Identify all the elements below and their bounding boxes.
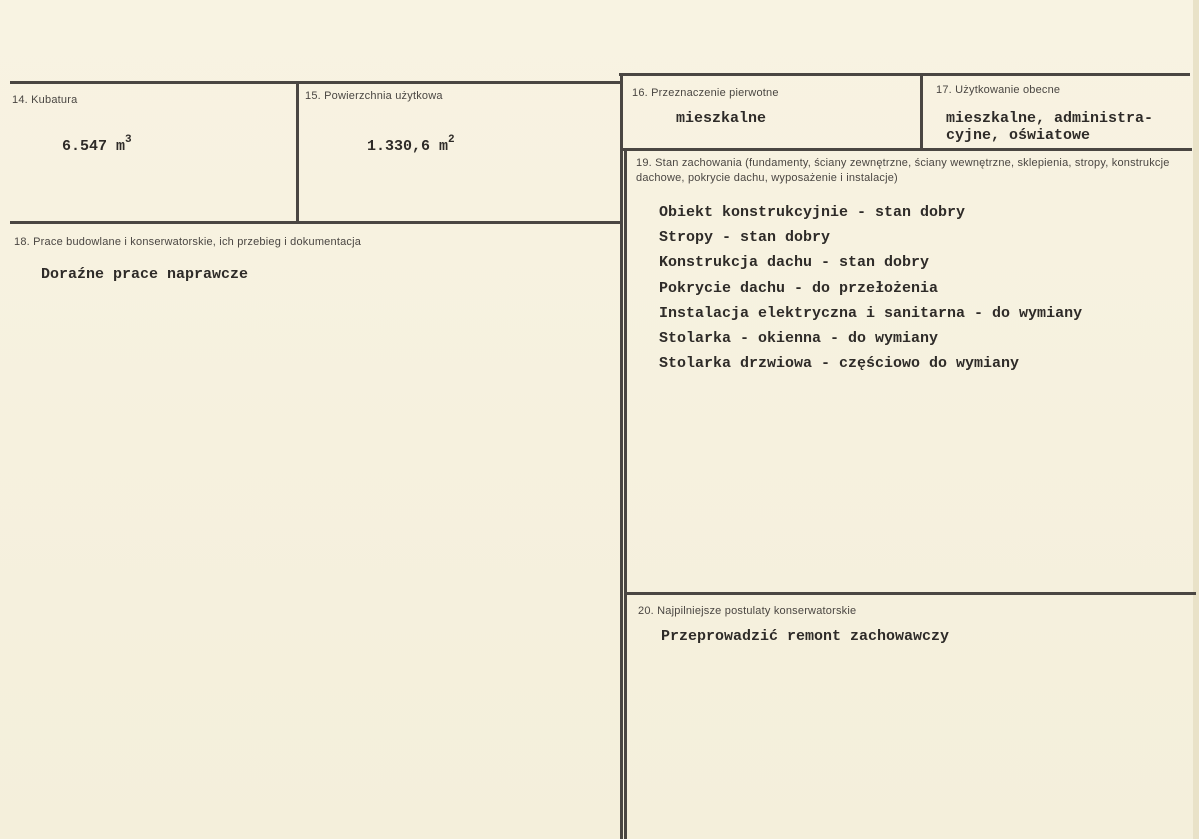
field-14-label: 14. Kubatura	[12, 94, 78, 106]
rule-under-16-17	[621, 148, 1192, 151]
field-19-list	[659, 203, 1082, 379]
rule-under-14-15	[10, 221, 622, 224]
list-item: Obiekt konstrukcyjnie - stan dobry	[659, 204, 966, 221]
field-16-value: mieszkalne	[676, 110, 767, 127]
field-18-value: Doraźne prace naprawcze	[41, 266, 249, 283]
field-15-label: 15. Powierzchnia użytkowa	[305, 90, 443, 102]
field-17-value-line2: cyjne, oświatowe	[946, 127, 1091, 144]
field-20-label: 20. Najpilniejsze postulaty konserwatorskie	[638, 605, 857, 617]
field-20-value: Przeprowadzić remont zachowawczy	[661, 628, 950, 645]
list-item: Instalacja elektryczna i sanitarna - do wymiany	[659, 304, 1083, 322]
top-rule-left	[10, 81, 621, 84]
list-item: Stropy - stan dobry	[659, 229, 831, 247]
field-15-value	[367, 136, 455, 155]
field-18-label: 18. Prace budowlane i konserwatorskie, ich przebieg i dokumentacja	[14, 236, 362, 248]
field-15-exponent: 2	[448, 134, 455, 146]
divider-16-17	[920, 74, 923, 150]
divider-left-right-lower	[624, 150, 627, 839]
field-15-text: 1.330,6 m	[367, 138, 449, 155]
list-item: Pokrycie dachu - do przełożenia	[659, 279, 939, 297]
field-16-label: 16. Przeznaczenie pierwotne	[632, 87, 779, 99]
list-item: Konstrukcja dachu - stan dobry	[659, 254, 930, 272]
field-14-text: 6.547 m	[62, 138, 126, 155]
divider-left-right	[620, 74, 623, 839]
card-edge	[1193, 0, 1199, 839]
field-14-value	[62, 136, 132, 155]
list-item: Stolarka drzwiowa - częściowo do wymiany	[659, 355, 1020, 373]
top-rule-right	[619, 73, 1190, 76]
field-17-value-line1: mieszkalne, administra-	[946, 110, 1154, 127]
rule-above-20	[626, 592, 1196, 595]
field-14-exponent: 3	[125, 134, 132, 146]
field-17-label: 17. Użytkowanie obecne	[936, 84, 1061, 96]
list-item: Stolarka - okienna - do wymiany	[659, 329, 939, 347]
divider-14-15	[296, 82, 299, 224]
field-19-label: 19. Stan zachowania (fundamenty, ściany zewnętrzne, ściany wewnętrzne, sklepienia, stropy, konstrukcje dachowe, pokrycie dachu, wyposażenie i instalacje)	[636, 157, 1170, 184]
